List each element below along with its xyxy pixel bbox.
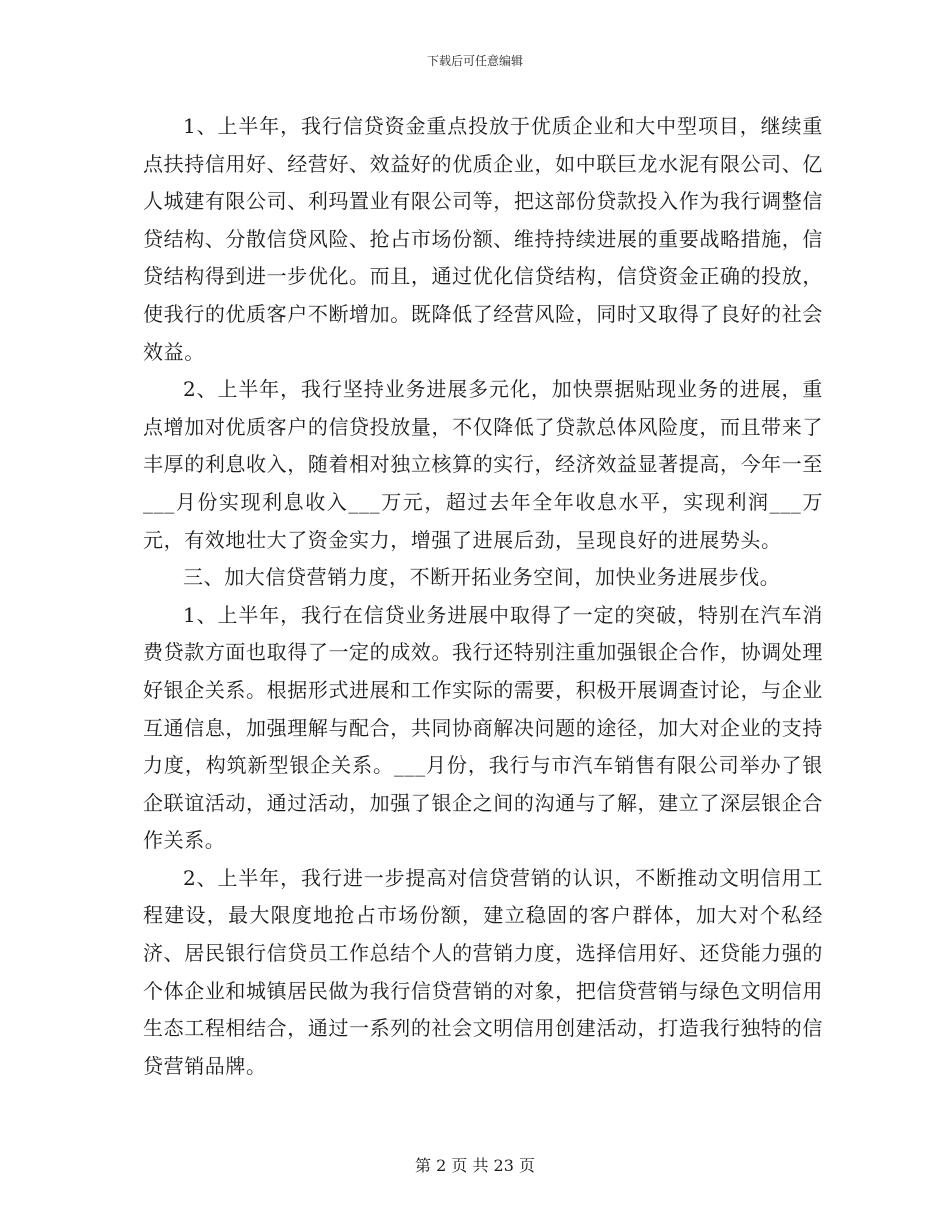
section-heading: 三、加大信贷营销力度，不断开拓业务空间，加快业务进展步伐。 (183, 565, 781, 590)
paragraph-3: 1、上半年，我行在信贷业务进展中取得了一定的突破，特别在汽车消费贷款方面也取得了一定的成效。我行还特别注重加强银企合作，协调处理好银企关系。根据形式进展和工作实际的需要，积极开展调查讨论，与企业互通信息，加强理解与配合，共同协商解决问题的途径，加大对企业的支持力度，构筑新型银企关系。___月份，我行与市汽车销售有限公司举办了银企联谊活动，通过活动，加强了银企之间的沟通与了解，建立了深层银企合作关系。 (143, 602, 823, 853)
paragraph-2: 2、上半年，我行坚持业务进展多元化，加快票据贴现业务的进展，重点增加对优质客户的信贷投放量，不仅降低了贷款总体风险度，而且带来了丰厚的利息收入，随着相对独立核算的实行，经济效益显著提高，今年一至___月份实现利息收入___万元，超过去年全年收息水平，实现利润___万元，有效地壮大了资金实力，增强了进展后劲，呈现良好的进展势头。 (143, 377, 823, 552)
page-number-footer: 第 2 页 共 23 页 (415, 1156, 535, 1175)
paragraph-1: 1、上半年，我行信贷资金重点投放于优质企业和大中型项目，继续重点扶持信用好、经营好、效益好的优质企业，如中联巨龙水泥有限公司、亿人城建有限公司、利玛置业有限公司等，把这部份贷款投入作为我行调整信贷结构、分散信贷风险、抢占市场份额、维持持续进展的重要战略措施，信贷结构得到进一步优化。而且，通过优化信贷结构，信贷资金正确的投放，使我行的优质客户不断增加。既降低了经营风险，同时又取得了良好的社会效益。 (143, 114, 823, 364)
header-note: 下载后可任意编辑 (426, 54, 523, 68)
document-body (143, 108, 823, 1085)
paragraph-4: 2、上半年，我行进一步提高对信贷营销的认识，不断推动文明信用工程建设，最大限度地抢占市场份额，建立稳固的客户群体，加大对个私经济、居民银行信贷员工作总结个人的营销力度，选择信用好、还贷能力强的个体企业和城镇居民做为我行信贷营销的对象，把信贷营销与绿色文明信用生态工程相结合，通过一系列的社会文明信用创建活动，打造我行独特的信贷营销品牌。 (143, 865, 823, 1078)
